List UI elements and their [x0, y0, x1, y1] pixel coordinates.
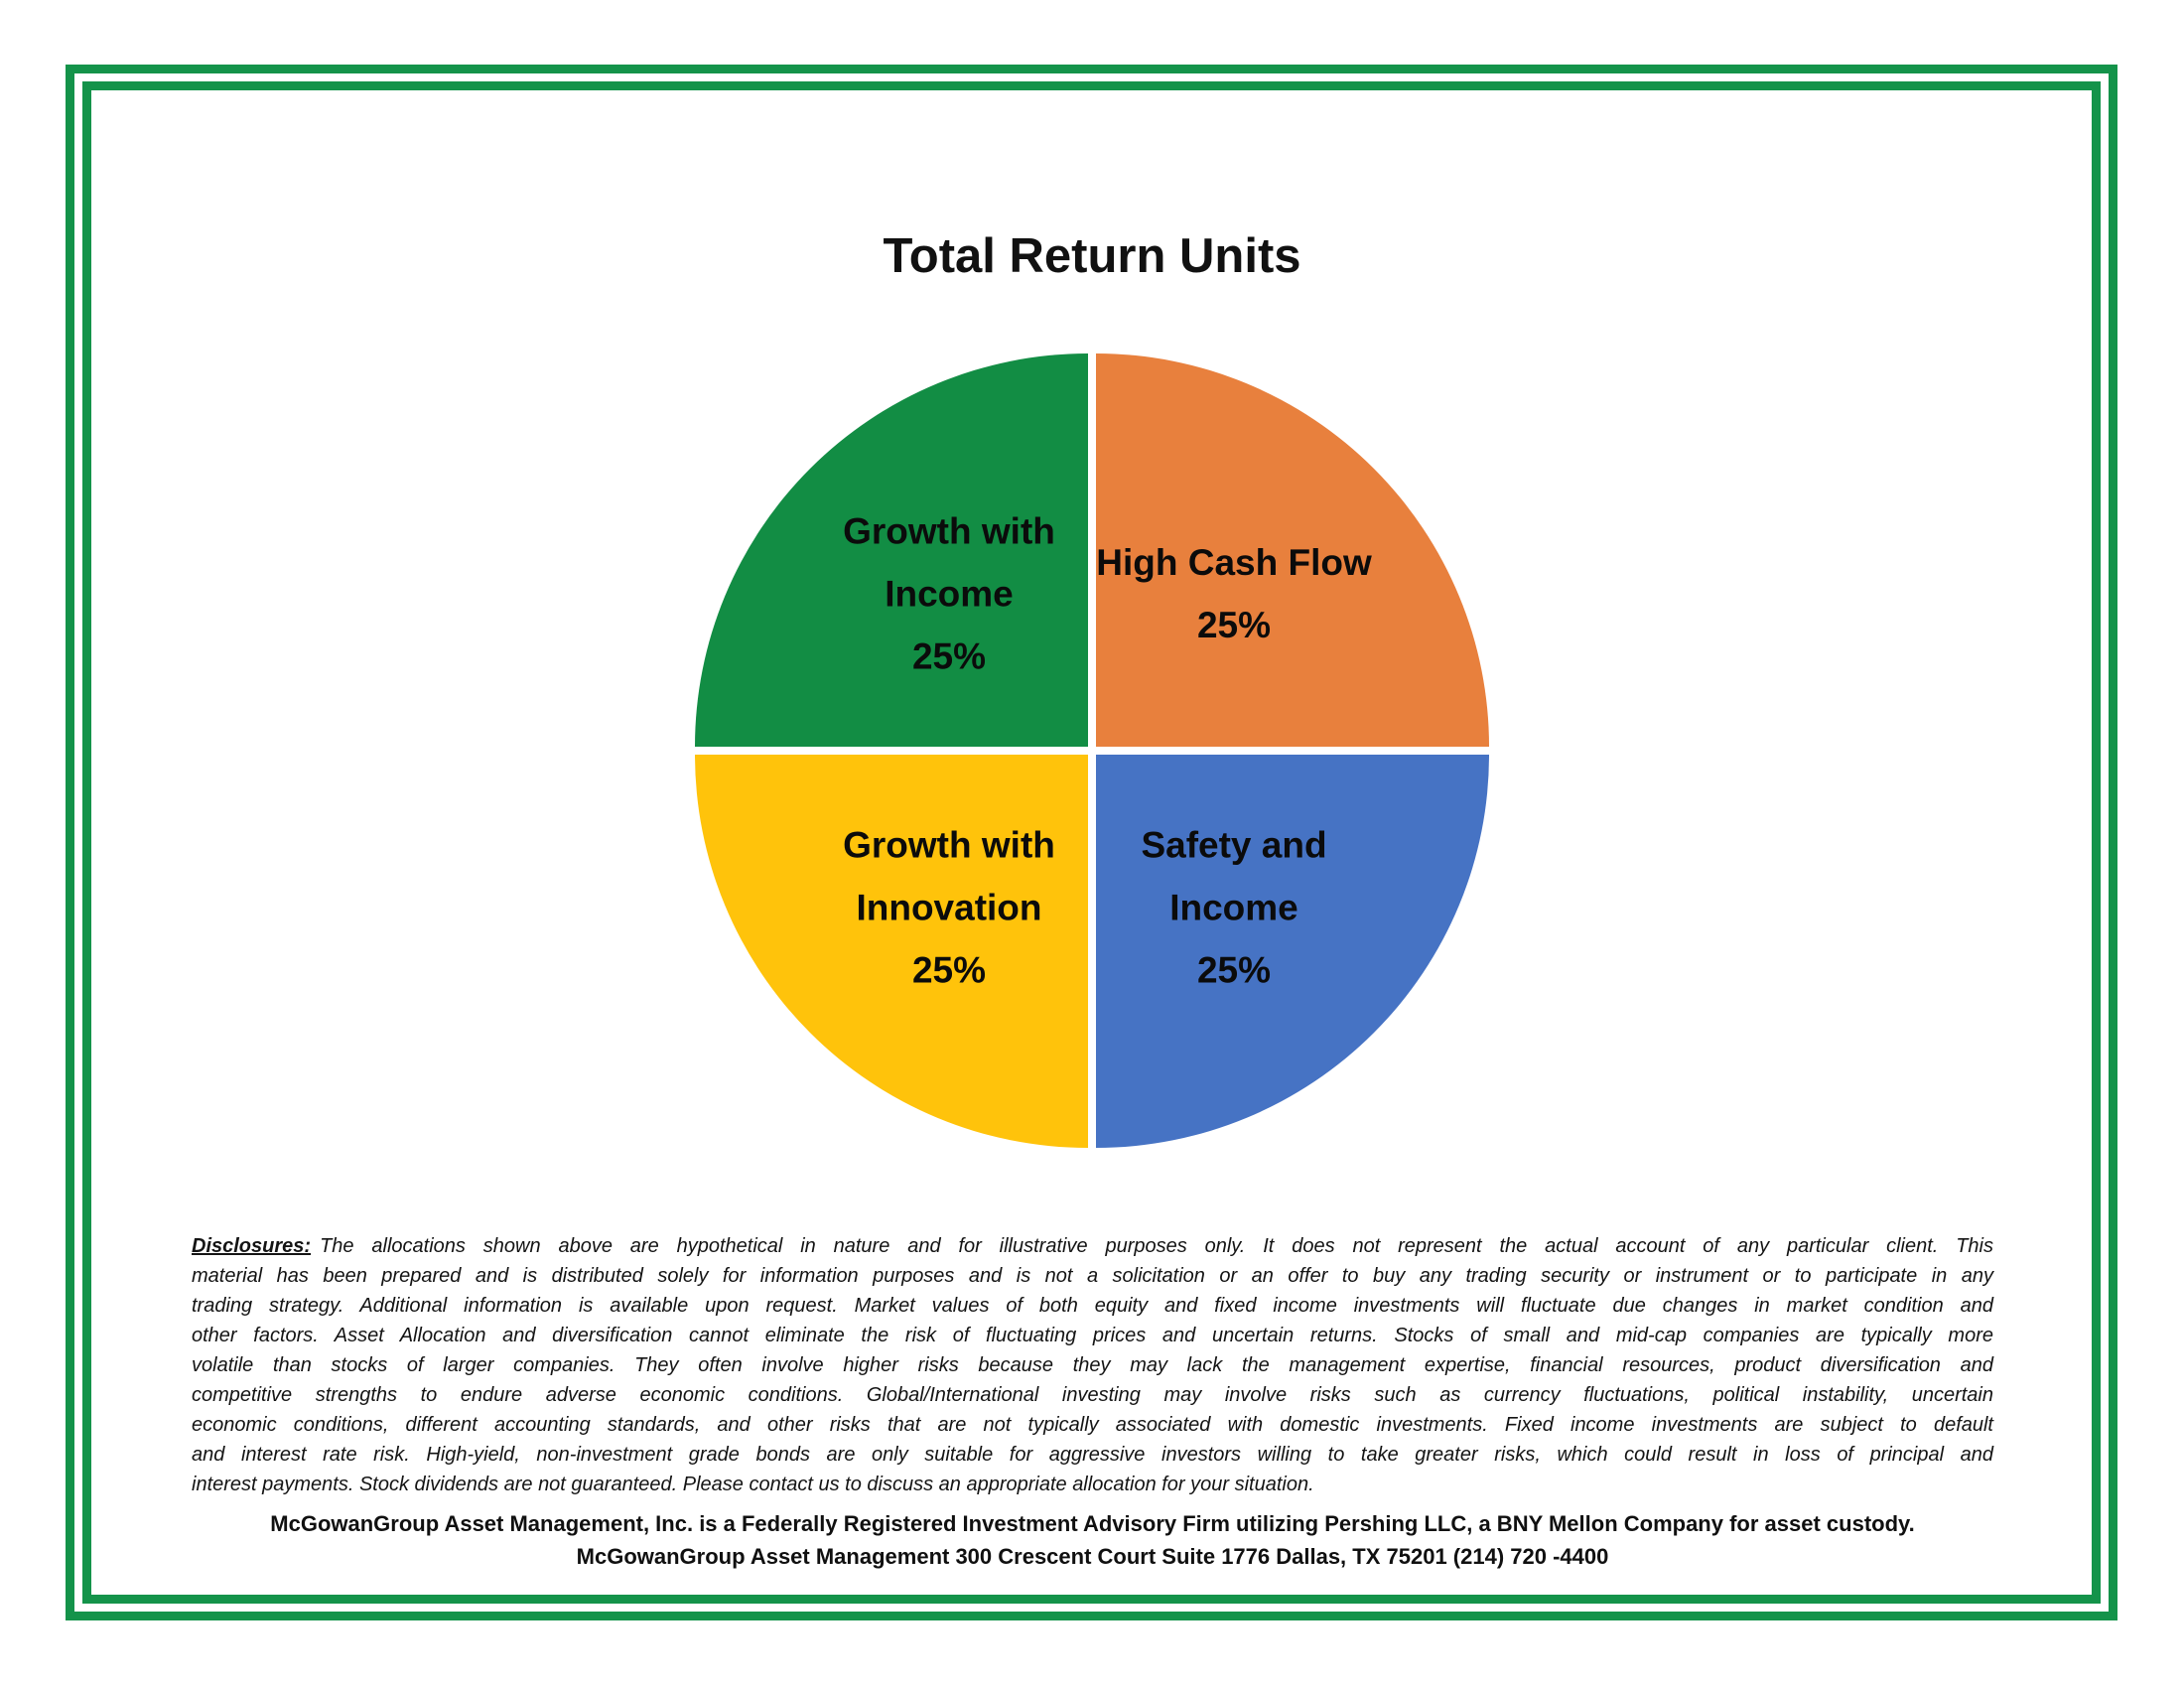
pie-slice-safety-and-income	[1096, 755, 1489, 1148]
slice-label-percent: 25%	[911, 635, 987, 677]
disclosure-line	[192, 1231, 1993, 1261]
disclosure-line-last: interest payments. Stock dividends are not guaranteed. Please contact us to discuss an appropriate allocation for your situation.	[192, 1474, 1314, 1495]
slice-label-line: Safety and	[1141, 824, 1327, 866]
disclosure-text: The allocations shown above are hypothetical in nature and for illustrative purposes only. It does not represent the actual account of any particular client. This	[320, 1235, 1993, 1257]
footer-address-line: McGowanGroup Asset Management 300 Crescent Court Suite 1776 Dallas, TX 75201 (214) 720 -4400	[576, 1544, 1609, 1569]
chart-title: Total Return Units	[883, 229, 1301, 283]
slice-label-line: Income	[1169, 887, 1298, 928]
disclosure-line: trading strategy. Additional information is available upon request. Market values of both equity and fixed income investments will fluctuate due changes in market condition and	[192, 1295, 1993, 1317]
disclosure-line: material has been prepared and is distributed solely for information purposes and is not a solicitation or an offer to buy any trading security or instrument or to participate in any	[192, 1265, 1993, 1287]
slice-label-line: Income	[885, 573, 1014, 615]
pie-chart	[695, 353, 1489, 1148]
disclosure-line: and interest rate risk. High-yield, non-investment grade bonds are only suitable for aggressive investors willing to take greater risks, which could result in loss of principal and	[192, 1444, 1993, 1466]
footer	[192, 1507, 1993, 1573]
disclosure-line: other factors. Asset Allocation and diversification cannot eliminate the risk of fluctuating prices and uncertain returns. Stocks of small and mid-cap companies are typically more	[192, 1325, 1993, 1346]
disclosure-label: Disclosures:	[192, 1235, 312, 1257]
slice-label-line: Growth with	[843, 824, 1055, 866]
slice-label-line: High Cash Flow	[1096, 542, 1372, 583]
slice-label-line: Growth with	[843, 510, 1055, 552]
footer-custody-line: McGowanGroup Asset Management, Inc. is a Federally Registered Investment Advisory Firm utilizing Pershing LLC, a BNY Mellon Company for asset custody.	[270, 1511, 1915, 1536]
disclosure-line: economic conditions, different accounting standards, and other risks that are not typically associated with domestic investments. Fixed income investments are subject to default	[192, 1414, 1993, 1436]
pie-slice-growth-with-innovation	[695, 755, 1088, 1148]
pie-slice-label	[843, 500, 1055, 688]
disclosure-line: competitive strengths to endure adverse economic conditions. Global/International investing may involve risks such as currency fluctuations, political instability, uncertain	[192, 1384, 1993, 1406]
slice-label-percent: 25%	[1196, 949, 1272, 991]
disclosure-block	[192, 1231, 1993, 1573]
slice-label-percent: 25%	[911, 949, 987, 991]
disclosure-line: volatile than stocks of larger companies. They often involve higher risks because they may lack the management expertise, financial resources, product diversification and	[192, 1354, 1993, 1376]
pie-slice-label	[1141, 814, 1326, 1002]
slice-label-line: Innovation	[856, 887, 1042, 928]
pie-slice-label	[1096, 531, 1372, 656]
pie-slice-growth-with-income	[695, 353, 1088, 747]
pie-slice-high-cash-flow	[1096, 353, 1489, 747]
pie-slice-label	[843, 814, 1055, 1002]
slice-label-percent: 25%	[1196, 605, 1272, 645]
